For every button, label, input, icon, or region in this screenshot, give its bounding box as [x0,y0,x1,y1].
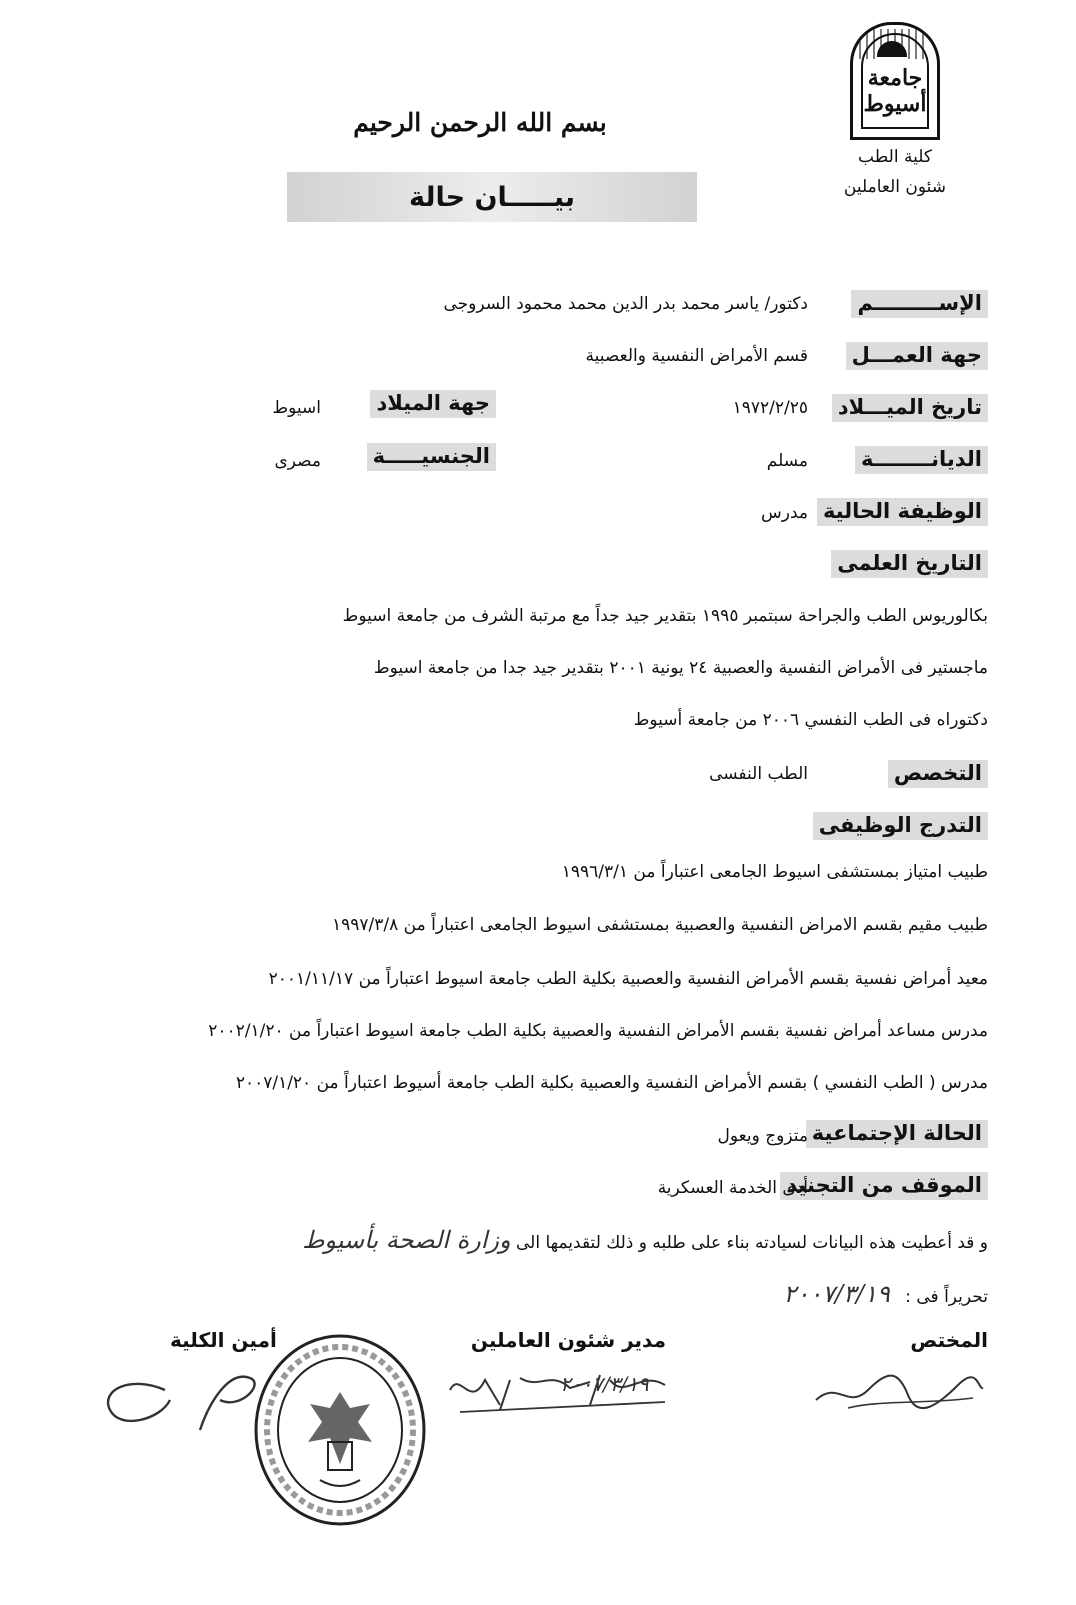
basmala: بسم الله الرحمن الرحيم [353,108,607,137]
career-item: مدرس ( الطب النفسي ) بقسم الأمراض النفسية والعصبية بكلية الطب جامعة أسيوط اعتباراً من ٢٠٠٧/١/٢٠ [235,1073,988,1093]
military-label: الموقف من التجنيد [780,1172,988,1200]
name-value: دكتور/ ياسر محمد بدر الدين محمد محمود السروجى [443,294,808,314]
workplace-label: جهة العمـــل [846,342,988,370]
current-job-value: مدرس [761,503,808,523]
name-label: الإســـــــــم [851,290,988,318]
career-heading: التدرج الوظيفى [813,812,988,840]
career-item: طبيب امتياز بمستشفى اسيوط الجامعى اعتباراً من ١٩٩٦/٣/١ [561,862,988,882]
nationality-value: مصرى [274,451,321,471]
hr-manager-title: مدير شئون العاملين [470,1328,666,1352]
secretary-signature [90,1360,270,1440]
nationality-label: الجنسيـــــة [367,443,496,471]
birth-date-value: ١٩٧٢/٢/٢٥ [732,398,808,418]
current-job-label: الوظيفة الحالية [817,498,988,526]
career-item: مدرس مساعد أمراض نفسية بقسم الأمراض النفسية والعصبية بكلية الطب جامعة اسيوط اعتباراً من ٢٠٠٢/١/٢٠ [208,1021,988,1041]
specialist-signature [808,1360,988,1420]
handwritten-date: ٢٠٠٧/٣/١٩ [783,1280,890,1308]
religion-value: مسلم [766,451,808,471]
document-title: بيـــــان حالة [409,181,575,213]
faculty-name: كلية الطب [858,147,932,167]
marital-status-value: متزوج ويعول [717,1126,808,1146]
religion-label: الديانــــــــة [855,446,988,474]
university-logo [832,22,958,200]
academic-item: دكتوراه فى الطب النفسي ٢٠٠٦ من جامعة أسيوط [633,710,988,730]
closing-statement-line [302,1226,988,1254]
department-name: شئون العاملين [843,177,947,197]
handwritten-recipient: وزارة الصحة بأسيوط [302,1226,511,1254]
birth-date-label: تاريخ الميـــلاد [832,394,988,422]
academic-item: بكالوريوس الطب والجراحة سبتمبر ١٩٩٥ بتقدير جيد جداً مع مرتبة الشرف من جامعة اسيوط [342,606,988,626]
logo-emblem [850,22,940,140]
specialty-label: التخصص [888,760,988,788]
logo-mark: جامعة أسيوط [863,65,927,117]
birth-place-value: اسيوط [272,398,321,418]
secretary-title: أمين الكلية [170,1328,277,1352]
academic-heading: التاريخ العلمى [831,550,988,578]
date-label: تحريراً فى : [905,1287,988,1307]
document-title-box [287,172,697,222]
career-item: معيد أمراض نفسية بقسم الأمراض النفسية والعصبية بكلية الطب جامعة اسيوط اعتباراً من ٢٠٠١/١١/١٧ [268,969,988,989]
specialty-value: الطب النفسى [709,764,808,784]
marital-status-label: الحالة الإجتماعية [806,1120,988,1148]
workplace-value: قسم الأمراض النفسية والعصبية [585,346,808,366]
official-stamp [250,1330,430,1530]
hr-signature-date: ٢٠٠٧/٣/١٩ [560,1372,649,1396]
date-line [783,1280,988,1308]
birth-place-label: جهة الميلاد [370,390,496,418]
military-value: أدى الخدمة العسكرية [657,1178,808,1198]
career-item: طبيب مقيم بقسم الامراض النفسية والعصبية بمستشفى اسيوط الجامعى اعتباراً من ١٩٩٧/٣/٨ [332,915,988,935]
closing-statement: و قد أعطيت هذه البيانات لسيادته بناء على طلبه و ذلك لتقديمها الى [515,1233,988,1253]
specialist-title: المختص [910,1328,988,1352]
academic-item: ماجستير فى الأمراض النفسية والعصبية ٢٤ يونية ٢٠٠١ بتقدير جيد جدا من جامعة اسيوط [373,658,988,678]
